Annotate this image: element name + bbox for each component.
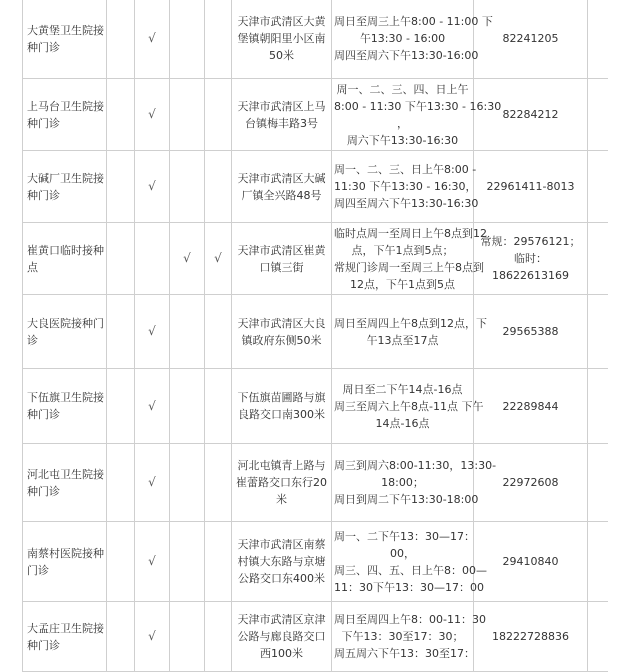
check-cell [205, 444, 232, 522]
check-cell [170, 295, 205, 369]
table-row [23, 602, 608, 672]
check-cell: √ [135, 444, 170, 522]
hours-line: 点，下午1点到5点； [351, 243, 454, 257]
check-cell: √ [205, 223, 232, 295]
hours-line: 周四至周六下午13:30-16:30 [334, 197, 479, 210]
hours-line: 周日至周三上午8:00 - 11:00 下 [334, 15, 493, 28]
phone-cell: 29565388 [474, 295, 588, 369]
table-row [23, 444, 608, 522]
check-cell [170, 151, 205, 223]
address-cell: 下伍旗苗圃路与旗良路交口南300米 [232, 369, 332, 444]
hours-line: 周日至周四上午8：00-11：30 [334, 613, 486, 626]
hours-line: 11：30下午13：30—17：00 [334, 580, 484, 594]
table-body [23, 0, 608, 672]
hours-line: 午13点至17点 [366, 333, 439, 347]
empty-cell [588, 79, 608, 151]
check-cell: √ [135, 295, 170, 369]
check-cell: √ [135, 0, 170, 79]
phone-cell: 18222728836 [474, 602, 588, 672]
address-cell: 河北屯镇青上路与崔蕾路交口东行20米 [232, 444, 332, 522]
empty-cell [588, 522, 608, 602]
hours-line: 周六下午13:30-16:30 [346, 133, 459, 147]
hours-line: 18:00； [381, 476, 424, 489]
check-cell [107, 79, 135, 151]
clinic-name-cell: 南蔡村医院接种门诊 [23, 522, 107, 602]
hours-cell [332, 0, 493, 79]
hours-line: 周一、二、三、四、日上午 [336, 82, 469, 96]
table-row [23, 295, 608, 369]
check-cell [170, 522, 205, 602]
hours-line: 12点，下午1点到5点 [350, 277, 455, 291]
hours-line: 午13:30 - 16:00 [359, 32, 446, 45]
check-cell [170, 602, 205, 672]
table-row [23, 223, 608, 295]
check-cell [107, 444, 135, 522]
phone-cell: 22961411-8013 [474, 151, 588, 223]
clinic-name-cell: 大良医院接种门诊 [23, 295, 107, 369]
table-row [23, 0, 608, 79]
clinic-name-cell: 下伍旗卫生院接种门诊 [23, 369, 107, 444]
hours-line: 11:30 下午13:30 - 16:30， [334, 180, 477, 193]
empty-cell [588, 223, 608, 295]
hours-cell [332, 602, 486, 672]
check-cell: √ [170, 223, 205, 295]
empty-cell [588, 444, 608, 522]
check-cell [135, 223, 170, 295]
hours-line: 周三至周六上午8点-11点 下午 [334, 399, 484, 413]
hours-line: 周日到周二下午13:30-18:00 [334, 493, 479, 506]
check-cell [205, 522, 232, 602]
empty-cell [588, 151, 608, 223]
hours-line: 临时点周一至周日上午8点到12 [334, 226, 487, 240]
hours-line: 周三到周六8:00-11:30，13:30- [334, 459, 497, 472]
phone-cell: 82284212 [474, 79, 588, 151]
hours-line: 下午13：30至17：30； [341, 630, 464, 643]
address-cell: 天津市武清区大黄堡镇朝阳里小区南50米 [232, 0, 332, 79]
check-cell [107, 522, 135, 602]
hours-line: 00， [390, 546, 415, 560]
check-cell [170, 369, 205, 444]
table-row [23, 369, 608, 444]
phone-cell: 82241205 [474, 0, 588, 79]
hours-line: 周四至周六下午13:30-16:00 [334, 49, 479, 62]
table-row [23, 79, 608, 151]
table-row [23, 522, 608, 602]
check-cell [205, 295, 232, 369]
empty-cell [588, 0, 608, 79]
phone-cell: 22972608 [474, 444, 588, 522]
check-cell [107, 223, 135, 295]
check-cell: √ [135, 79, 170, 151]
hours-line: 8:00 - 11:30 下午13:30 - 16:30 [334, 99, 502, 113]
hours-cell [332, 295, 487, 369]
hours-line: 周日至周四上午8点到12点，下 [334, 316, 487, 330]
hours-line: 常规门诊周一至周三上午8点到 [334, 260, 484, 274]
check-cell: √ [135, 369, 170, 444]
hours-line: 14点-16点 [375, 416, 430, 430]
check-cell [170, 79, 205, 151]
check-cell [170, 0, 205, 79]
phone-cell: 常规：29576121；临时：18622613169 [474, 223, 588, 295]
clinic-name-cell: 大碱厂卫生院接种门诊 [23, 151, 107, 223]
clinic-name-cell: 崔黄口临时接种点 [23, 223, 107, 295]
check-cell [107, 151, 135, 223]
address-cell: 天津市武清区崔黄口镇三街 [232, 223, 332, 295]
empty-cell [588, 369, 608, 444]
check-cell [107, 0, 135, 79]
hours-line: 周五周六下午13：30至17： [334, 647, 475, 660]
clinic-name-cell: 河北屯卫生院接种门诊 [23, 444, 107, 522]
hours-cell [332, 79, 502, 151]
hours-cell [332, 369, 484, 444]
check-cell [170, 444, 205, 522]
address-cell: 天津市武清区大良镇政府东侧50米 [232, 295, 332, 369]
hours-cell [332, 223, 487, 295]
check-cell [205, 369, 232, 444]
check-cell [205, 0, 232, 79]
address-cell: 天津市武清区南蔡村镇大东路与京塘公路交口东400米 [232, 522, 332, 602]
phone-cell: 29410840 [474, 522, 588, 602]
hours-line: 周一、二、三、日上午8:00 - [334, 163, 477, 176]
address-cell: 天津市武清区大碱厂镇全兴路48号 [232, 151, 332, 223]
check-cell [205, 79, 232, 151]
hours-cell [332, 151, 479, 223]
check-cell: √ [135, 522, 170, 602]
check-cell: √ [135, 602, 170, 672]
clinic-name-cell: 大孟庄卫生院接种门诊 [23, 602, 107, 672]
empty-cell [588, 602, 608, 672]
address-cell: 天津市武清区上马台镇梅丰路3号 [232, 79, 332, 151]
address-cell: 天津市武清区京津公路与廊良路交口西100米 [232, 602, 332, 672]
hours-cell [332, 444, 497, 522]
empty-cell [588, 295, 608, 369]
hours-line: 周一、二下午13：30—17： [334, 529, 475, 543]
hours-line: 周三、四、五、日上午8：00— [334, 563, 487, 577]
check-cell [205, 602, 232, 672]
check-cell: √ [135, 151, 170, 223]
clinic-name-cell: 大黄堡卫生院接种门诊 [23, 0, 107, 79]
check-cell [107, 369, 135, 444]
hours-cell [332, 522, 487, 602]
phone-cell: 22289844 [474, 369, 588, 444]
hours-line: 周日至二下午14点-16点 [342, 382, 463, 396]
clinic-name-cell: 上马台卫生院接种门诊 [23, 79, 107, 151]
hours-line: ， [397, 116, 408, 130]
clinic-table [22, 0, 608, 672]
table-row [23, 151, 608, 223]
check-cell [107, 295, 135, 369]
check-cell [205, 151, 232, 223]
check-cell [107, 602, 135, 672]
